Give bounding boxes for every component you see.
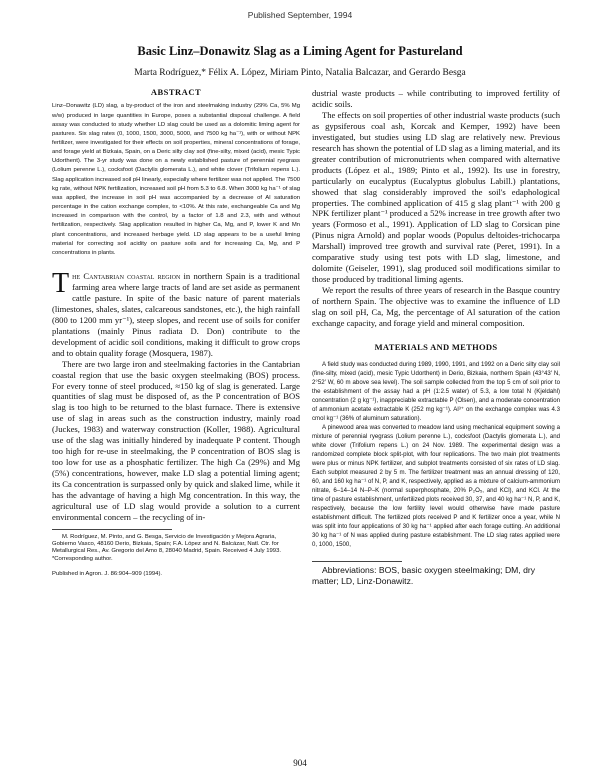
intro-paragraph-3: The effects on soil properties of other industrial waste products (such as gypsiferous coal ash, Korcak and Kemper, 1992) have been investigated, but studies using LD slag are relatively new. Previous research has shown the potential of LD slag as a liming material, and its greater contribution of micronutrients when compared with alternative products (López et al., 1989; Pinto et al., 1992). Its use in forestry, particularly on eucalyptus (Eucalyptus globulus Labill.) plantations, showed that slag considerably improved the soil's edaphological properties. The combined application of 415 g slag plant⁻¹ with 200 g NPK fertilizer plant⁻¹ produced a 52% increase in tree growth after two years (Formoso et al., 1991). Application of LD slag to Corsican pine (Pinus nigra Arnold) and poplar woods (Populus deltoides-trichocarpa Marshall) improved tree growth and survival rate (Peret, 1991). In a comparative study using test pots with LD slag, limestone, and dolomite (Geiseler, 1991), slag produced soil modifications similar to those produced by traditional liming agents. <box>312 109 561 285</box>
drop-cap: T <box>52 268 70 299</box>
intro-paragraph-1-text: in northern Spain is a traditional farming area where large tracts of land are set aside as permanent cattle pasture. In spite of the basic nature of parent materials (limestones, shales, slates, calcareous sandstones, etc.), the high rainfall (800 to 1200 mm yr⁻¹), steep slopes, and recent use of soils for conifer plantations (mainly Pinus radiata D. Don) contribute to the development of acidic soil conditions, making it difficult to grow crops and to obtain quality forage (Mosquera, 1987). <box>52 271 300 358</box>
intro-paragraph-4: We report the results of three years of research in the Basque country of northern Spain. The objective was to examine the influence of LD slag on soil pH, Ca, Mg, the percentage of Al saturation of the cation exchange capacity, and forage yield and mineral composition. <box>312 285 560 329</box>
right-column <box>312 88 560 587</box>
methods-paragraph-2: A pinewood area was converted to meadow land using mechanical equipment sowing a mixture of perennial ryegrass (Lolium perenne L.), cocksfoot (Dactylis glomerata L.), and white clover (Trifolium repens L.) on 24 Nov. 1989. The experimental design was a randomized complete block split-plot, with four replications. The two main plot treatments were plus or minus NPK fertilizer, and subplot treatments consisted of six rates of LD slag. Each subplot measured 2 by 5 m. The fertilizer treatment was an annual dressing of 120, 60, and 160 kg ha⁻¹ of N, P, and K, respectively, applied as a mixture of calcium-ammonium nitrate, 6–14–14 N–P–K (normal superphosphate, 20% P₂O₅, and KCl), and KCl. At the time of pasture establishment, unfertilized plots received 30, 37, and 40 kg ha⁻¹ N, P, and K, respectively, because the low fertility level would otherwise have made pasture establishment difficult. The fertilized plots received P and K fertilizer once a year, while N was split into four applications of 30 kg ha⁻¹ applied after each forage cutting. An additional 30 kg ha⁻¹ of N was applied during pasture establishment. The LD slag rates applied were 0, 1000, 1500, <box>312 424 561 549</box>
left-column <box>52 88 300 579</box>
footnote-divider <box>52 529 172 530</box>
published-citation: Published in Agron. J. 86:904–909 (1994). <box>52 570 163 577</box>
abstract-text: Linz–Donawitz (LD) slag, a by-product of the iron and steelmaking industry (29% Ca, 5% Mg w/w) produced in large quantities in Europe, poses a substantial disposal challenge. A field assay was conducted to study whether LD slag could be used as a dolomitic liming agent for pastures. Six slag rates (0, 1000, 1500, 3000, 5000, and 7500 kg ha⁻¹), with or without NPK fertilizer, were investigated for their effects on soil properties, mineral concentrations of forage, and forage yield at Bizkaia, Spain, on a Deric silty clay soil (fine-silty, mixed (acid), mesic Typic Udorthent). The 3-yr study was done on a newly established pasture of perennial ryegrass (Lolium perenne L.), cocksfoot (Dactylis glomerata L.), and white clover (Trifolium repens L.). Slag application increased soil pH linearly, especially where fertilizer was not applied. The 7500 kg rate, without NPK fertilization, increased soil pH from 5.3 to 6.8. When 3000 kg ha⁻¹ of slag was applied, the increase in soil pH was accompanied by a decrease of Al saturation percentage in the cation exchange complex, to <10%. At this rate, exchangeable Ca and Mg increased in comparison with the control, by a factor of 1.8 and 2.3, with and without fertilization, respectively. Slag application resulted in higher Ca, Mg, and P, lower K and Mn plant concentrations, and increased herbage yield. LD slag appears to be a useful liming material for correcting soil acidity on pasture soils and for increasing Ca, Mg, and P concentrations in plants. <box>52 103 300 256</box>
intro-continuation: dustrial waste products – while contributing to improved fertility of acidic soils. <box>312 88 560 109</box>
author-list: Marta Rodríguez,* Félix A. López, Miriam Pinto, Natalia Balcazar, and Gerardo Besga <box>134 68 466 78</box>
author-affiliation-footnote: M. Rodríguez, M. Pinto, and G. Besga, Servicio de Investigación y Mejora Agraria, Gobierno Vasco, 48160 Derio, Bizkaia, Spain; F.A. López and N. Balcázar, Natl. Ctr. for Metallurgical Res., Av. Gregorio del Amo 8, 28040 Madrid, Spain. Received 4 July 1993. *Corresponding author. <box>52 533 281 562</box>
methods-section <box>312 360 560 549</box>
page-number: 904 <box>293 758 307 768</box>
published-date-header: Published September, 1994 <box>247 10 353 20</box>
methods-heading: MATERIALS AND METHODS <box>374 341 498 352</box>
intro-paragraph-1 <box>52 268 300 359</box>
abbreviations-footnote: Abbreviations: BOS, basic oxygen steelmaking; DM, dry matter; LD, Linz-Donawitz. <box>312 565 536 587</box>
intro-paragraph-2: There are two large iron and steelmaking factories in the Cantabrian coastal region that use the basic oxygen steelmaking (BOS) process. For every tonne of steel produced, ≈150 kg of slag is generated. Large quantities of slag must be disposed of, as the P concentration of BOS slag is too high to be returned to the blast furnace. There is extensive use of slag in areas such as the construction industry, mainly road (Juckes, 1983) and waterway construction (Koller, 1988). Agricultural use of the slag was initially hindered by inadequate P content. Though too high for re-use in steelmaking, the P concentration of BOS slag is too low for use as a phosphatic fertilizer. The high Ca (29%) and Mg (5%) concentrations, however, make LD slag a potential liming agent; its Ca concentration is surpassed only by quick and slaked lime, while it has the advantage of having a high Mg concentration. In this way, the agricultural use of LD slag would provide a solution to a current environmental concern – the recycling of in- <box>52 358 300 522</box>
article-title: Basic Linz–Donawitz Slag as a Liming Agent for Pastureland <box>137 44 463 58</box>
abbreviations-divider <box>312 561 402 562</box>
methods-paragraph-1: A field study was conducted during 1989, 1990, 1991, and 1992 on a Deric silty clay soil (fine-silty, mixed (acid), mesic Typic Udorthent) in Derio, Bizkaia, northern Spain (43°43′ N, 2°52′ W, 60 m above sea level). The soil sample collected from the top 5 cm of soil prior to the establishment of the assay had a pH (1:2.5 water) of 5.3, a low total N (Kjeldahl) concentration (2 g kg⁻¹), inappreciable extractable P (Olsen), and a moderate concentration of ammonium acetate extractable K (252 mg kg⁻¹). Al³⁺ on the exchange complex was 4.3 cmol kg⁻¹ (36% of aluminum saturation). <box>312 361 560 423</box>
introduction <box>52 268 300 523</box>
abstract-heading: ABSTRACT <box>150 87 202 97</box>
intro-lead-smallcaps: he Cantabrian coastal region <box>72 271 181 281</box>
